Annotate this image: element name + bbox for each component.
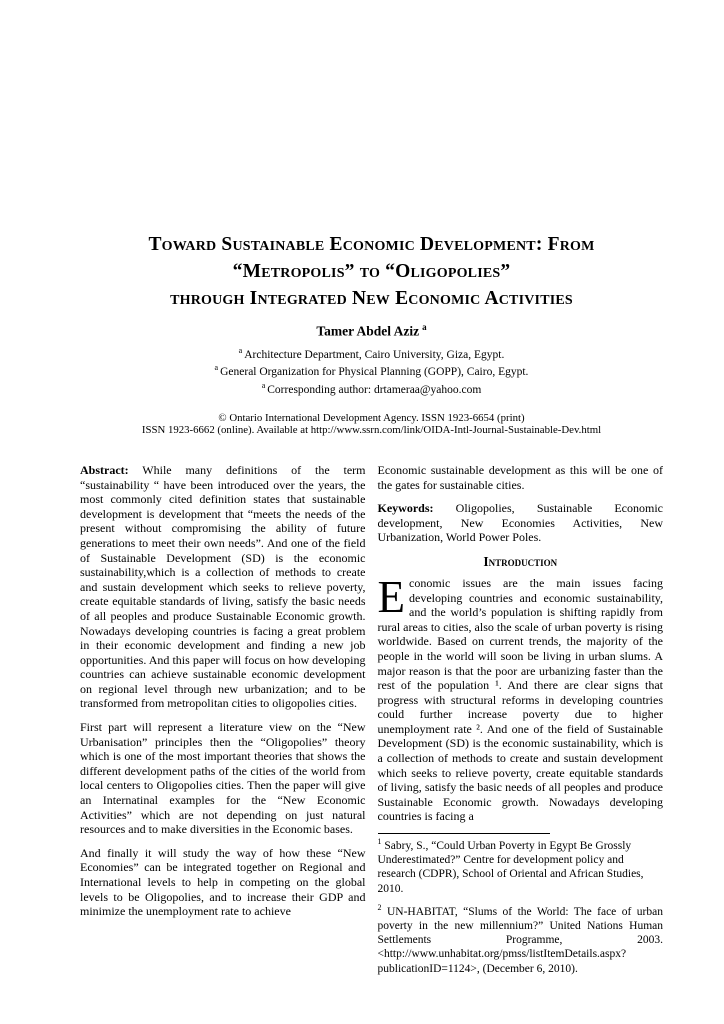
abstract-label: Abstract: — [80, 462, 129, 477]
introduction-text: conomic issues are the main issues facing developing countries and economic sustainability, and the world’s population is shifting rapidly from rural areas to cities, also the scale of urban poverty is rising worldwide. Based on current trends, the majority of the people in the world will soon be living in urban slums. A major reason is that the poor are urbanizing faster than the rest of the population ¹. And there are clear signs that progress with structural reforms in developing countries could further increase poverty due to higher unemployment rate ². And one of the field of Sustainable Development (SD) is the economic sustainability, which is a collection of methods to create and sustain development which seeks to relieve poverty, create equitable standards of living, satisfy the basic needs of all peoples and produce Sustainable Economic growth. Nowadays developing countries is facing a — [377, 575, 663, 824]
paper-title — [80, 231, 663, 312]
author-name: Tamer Abdel Aziz — [316, 323, 420, 339]
abstract-paragraph-3: And finally it will study the way of how these “New Economies” can be integrated together on Regional and International levels to help in competing on the global levels to be Oligopolies, and to increase their GDP and minimize the unemployment rate to achieve — [80, 845, 366, 919]
affiliation-marker-3: a — [261, 381, 266, 391]
abstract-text: While many definitions of the term “sustainability “ have been introduced over the years, the most commonly cited definition states that sustainable development is development that “meets the needs of the present without compromising the ability of future generations to meet their own needs”. And one of the field of Sustainable Development (SD) is the economic sustainability,which is a collection of methods to create and sustain development which seeks to relieve poverty, create equitable standards of living, satisfy the basic needs of all peoples and produce Sustainable Economic growth. Nowadays developing countries is facing a great problem in their economic development and finding a new job opportunities. And this paper will focus on how developing countries can achieve sustainable economic development on regional level through new urbanization; and to be transformed from metropolitan cities to oligopolies cities. — [80, 462, 366, 711]
abstract-paragraph-2: First part will represent a literature view on the “New Urbanisation” principles then the “Oligopolies” theory which is one of the most important theories that shows the different development paths of the cities of the world from local centers to Oligopolies cities. Then the paper will give an Internatinal examples for the “New Economic Activities” which are not depending on just natural resources and to make diversities in the Economic bases. — [80, 720, 366, 837]
imprint-line-1: © Ontario International Development Agency. ISSN 1923-6654 (print) — [218, 411, 525, 424]
affiliation-line-1 — [80, 344, 663, 362]
footnotes — [378, 833, 664, 976]
affiliation-line-2 — [80, 361, 663, 379]
journal-imprint — [80, 412, 663, 437]
two-column-body — [80, 463, 663, 985]
title-line-1: Toward Sustainable Economic Development: From — [148, 234, 595, 255]
title-line-2: “Metropolis” to “Oligopolies” — [232, 261, 511, 282]
keywords-text: Oligopolies, Sustainable Economic development, New Economies Activities, New Urbanization, World Power Poles. — [377, 501, 663, 545]
affiliation-line-3 — [80, 379, 663, 397]
footnote-2-text: UN-HABITAT, “Slums of the World: The face of urban poverty in the new millennium?” United Nations Human Settlements Programme, 2003. <http://www.unhabitat.org/pmss/listItemDetails.aspx?publicationID=1124>, (December 6, 2010). — [377, 905, 663, 975]
affiliation-text-1: Architecture Department, Cairo University, Giza, Egypt. — [244, 348, 505, 361]
affiliation-marker-1: a — [238, 345, 243, 355]
keywords-label: Keywords: — [377, 501, 434, 516]
right-column — [378, 463, 664, 985]
title-line-3: through Integrated New Economic Activities — [170, 288, 573, 309]
introduction-paragraph — [377, 571, 664, 824]
author-affiliation-marker: a — [422, 322, 427, 332]
footnote-2-marker: 2 — [377, 903, 382, 913]
imprint-line-2: ISSN 1923-6662 (online). Available at http://www.ssrn.com/link/OIDA-Intl-Journal-Sustainable-Dev.html — [141, 424, 602, 437]
footnote-separator-rule — [378, 833, 550, 834]
keywords-paragraph — [378, 501, 664, 545]
footnote-1 — [378, 839, 664, 896]
affiliation-text-3: Corresponding author: drtameraa@yahoo.com — [267, 383, 482, 396]
abstract-paragraph — [80, 463, 366, 711]
author-line — [80, 322, 663, 340]
section-heading-introduction: Introduction — [483, 553, 558, 569]
affiliation-text-2: General Organization for Physical Planning (GOPP), Cairo, Egypt. — [220, 366, 529, 379]
footnote-1-marker: 1 — [377, 837, 382, 847]
abstract-continuation-paragraph: Economic sustainable development as this will be one of the gates for sustainable cities. — [377, 462, 663, 492]
affiliation-marker-2: a — [214, 363, 219, 373]
footnote-1-text: Sabry, S., “Could Urban Poverty in Egypt Be Grossly Underestimated?” Centre for development policy and research (CDPR), School of Oriental and African Studies, 2010. — [377, 840, 644, 895]
affiliations — [80, 344, 663, 397]
drop-cap: E — [377, 571, 405, 622]
left-column — [80, 463, 366, 985]
footnote-2 — [378, 905, 664, 976]
